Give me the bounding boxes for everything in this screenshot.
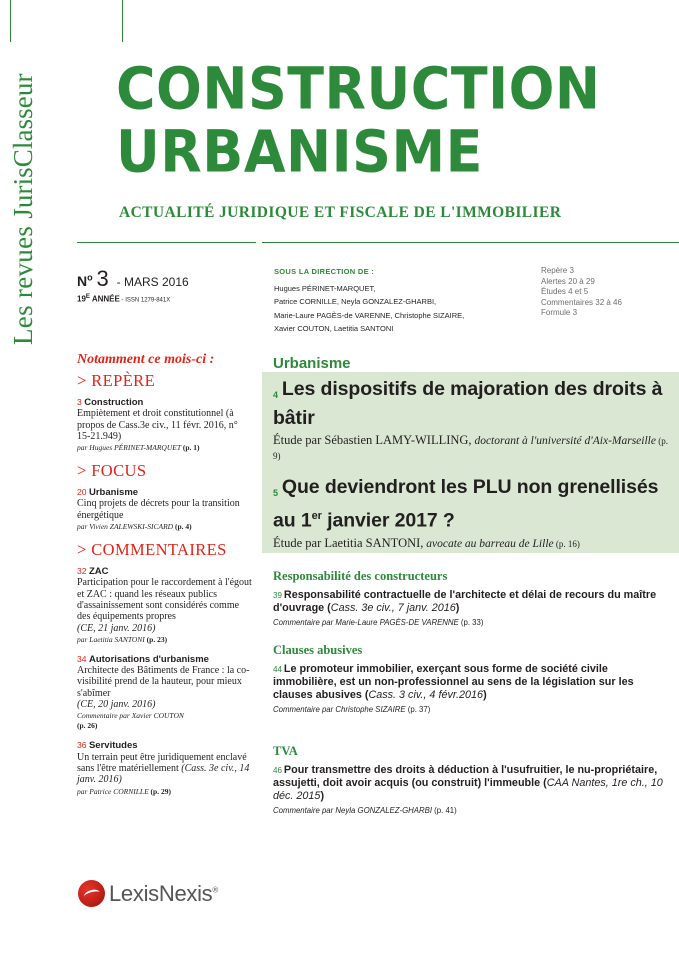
item-text: Architecte des Bâtiments de France : la co-visibilité prend de la hauteur, pour mieux s'abîmer [77,665,250,699]
item-page: 36 [77,740,87,751]
author-page: (p. 29) [148,786,171,796]
year-label: ANNÉE [89,294,120,304]
item-ref: (Cass. 3e civ., 14 janv. 2016) [77,762,250,786]
director-line: Marie-Laure PAGÈS-de VARENNE, Christophe SIZAIRE, [274,310,465,320]
section-category: Clauses abusives [273,643,363,657]
item-ref: (CE, 20 janv. 2016) [77,699,156,711]
article-title-end: ) [483,689,487,701]
item-text: Un terrain peut être juridiquement enclavé sans l'être matériellement [77,751,247,774]
article-title-end: ) [455,602,460,614]
item-text: Cinq projets de décrets pour la transition énergétique [77,498,240,521]
author-name: par Laetitia SANTONI [77,634,145,644]
index-item: Études 4 et 5 [541,287,589,297]
article-page: 44 [273,665,282,674]
lead-headline-end: janvier 2017 ? [321,509,455,532]
item-author [77,635,252,645]
item-ref: (CE, 21 janv. 2016) [77,622,156,634]
author-page: (p. 4) [173,522,192,532]
article-title-text: Pour transmettre des droits à déduction à l'usufruitier, le nu-propriétaire, assujetti, doit avoir acquis (ou construit) l'immeuble ( [273,764,658,789]
index-item: Commentaires 32 à 46 [541,297,622,307]
comment-item [77,654,252,731]
item-text: Empiètement et droit constitutionnel (à propos de Cass.3e civ., 11 févr. 2016, n° 15-21.949) [77,408,238,442]
direction-list [274,282,464,336]
spine-title [8,73,39,345]
byline-author: Étude par Sébastien LAMY-WILLING, [273,433,472,447]
item-text: Participation pour le raccordement à l'égout et ZAC : quand les réseaux publics d'assainissement sont considérés comme des équipements propres [77,577,252,623]
author-name: par Hugues PÉRINET-MARQUET [77,443,182,453]
article-ref: Cass. 3 civ., 4 févr.2016 [368,689,484,701]
spine-brand: JurisClasseur [8,73,38,219]
article-title-end: ) [320,790,325,802]
byline-role: avocate au barreau de Lille [423,537,554,550]
issue-date: - MARS 2016 [116,275,189,289]
issue-no-sup: o [87,272,93,283]
spine-rule [10,0,11,42]
direction-heading: SOUS LA DIRECTION DE : [274,267,375,276]
divider-left [77,242,256,243]
lead-headline: Les dispositifs de majoration des droits à bâtir [273,378,663,429]
section-focus-heading: > FOCUS [77,461,147,481]
author-page: (p. 1) [181,443,200,453]
lead-headline-sup: er [311,510,322,522]
article-section [273,643,668,714]
section-category: TVA [273,744,298,758]
article-comment [273,705,668,714]
director-line: Patrice CORNILLE, Neyla GONZALEZ-GHARBI, [274,297,437,307]
lead-headline: Que deviendront les PLU non grenellisés au 1 [273,476,659,532]
section-comments-heading: > COMMENTAIRES [77,540,227,560]
author-name: par Vivien ZALEWSKI-SICARD [77,522,174,532]
comment-page: (p. 41) [432,806,457,815]
year-sup: E [85,294,90,300]
article-title-text: Le promoteur immobilier, exerçant sous forme de société civile immobilière, est un non-professionnel au sens de la législation sur les clauses abusives ( [273,663,634,701]
item-page: 20 [77,487,87,498]
spine-prefix: Les revues [8,218,38,345]
divider-right [262,242,679,243]
lexisnexis-globe-icon [78,880,105,907]
article-page: 46 [273,766,282,775]
item-author [77,522,252,532]
article-title [273,764,668,803]
item-page: 34 [77,653,87,664]
item-title: Construction [84,397,144,408]
issn: - ISSN 1279-841X [119,297,171,304]
index-item: Repère 3 [541,266,574,275]
comment-author: Commentaire par Marie-Laure PAGÈS-DE VARENNE [273,618,459,627]
item-author [77,711,252,731]
item-title: Urbanisme [88,487,139,499]
lead-article-2 [273,476,668,551]
article-title [273,663,668,702]
comment-item [77,740,252,796]
item-author [77,443,252,453]
article-title [273,589,668,615]
item-title: Autorisations d'urbanisme [88,653,209,665]
issue-no-label: N [77,273,88,289]
comment-item [77,566,252,645]
section-category: Responsabilité des constructeurs [273,569,448,583]
byline-author: Étude par Laetitia SANTONI, [273,535,424,550]
issue-year [77,294,170,304]
registered-mark: ® [212,885,218,895]
article-section [273,569,668,627]
index-item: Formule 3 [541,308,578,318]
item-page: 32 [77,566,87,577]
comment-page: (p. 33) [458,618,484,627]
director-line: Hugues PÉRINET-MARQUET, [274,284,376,293]
topic-heading: Urbanisme [273,355,351,372]
byline-page: (p. 16) [553,538,580,549]
publisher-name [109,881,218,907]
article-ref: Cass. 3e civ., 7 janv. 2016 [330,602,456,614]
article-title-text: Responsabilité contractuelle de l'architecte et délai de recours du maître d'ouvrage ( [273,589,657,614]
lead-byline [273,536,668,551]
publisher-logo [78,880,218,907]
lead-page: 5 [273,488,278,498]
spine [0,0,52,960]
article-comment [273,806,668,815]
item-page: 3 [77,397,82,407]
director-line: Xavier COUTON, Laetitia SANTONI [274,324,394,334]
author-page: (p. 23) [144,634,168,644]
repere-item [77,397,252,453]
masthead-title-line1: CONSTRUCTION [116,54,601,122]
item-title: ZAC [88,566,109,578]
issue-number [77,266,189,292]
author-name: par Patrice CORNILLE [77,786,149,796]
lead-article-1 [273,378,668,463]
focus-item [77,487,252,532]
item-title: Servitudes [88,740,138,752]
article-section [273,744,668,815]
highlights-column [77,352,252,797]
masthead-subtitle: ACTUALITÉ JURIDIQUE ET FISCALE DE L'IMMOBILIER [119,204,562,221]
masthead-title-line2: URBANISME [116,117,483,185]
author-page: (p. 26) [77,721,98,731]
comment-author: Commentaire par Christophe SIZAIRE [273,705,406,714]
highlights-intro: Notamment ce mois-ci : [77,352,215,367]
author-name: Commentaire par Xavier COUTON [77,711,184,721]
byline-role: doctorant à l'université d'Aix-Marseille [471,435,656,447]
year-number: 19 [77,294,86,304]
contents-index [541,266,622,319]
article-page: 39 [273,591,282,600]
publisher-wordmark: LexisNexis [109,880,213,906]
comment-author: Commentaire par Neyla GONZALEZ-GHARBI [273,806,433,815]
article-ref: CAA Nantes, 1re ch., 10 déc. 2015 [273,777,663,802]
article-comment [273,618,668,627]
byline-page: (p. 9) [273,436,668,461]
lead-page: 4 [273,390,278,400]
item-author [77,787,252,797]
section-repere-heading: > REPÈRE [77,371,156,390]
lead-byline [273,433,668,463]
index-item: Alertes 20 à 29 [541,276,595,286]
comment-page: (p. 37) [405,705,431,714]
top-rule [122,0,123,42]
issue-num: 3 [96,266,109,291]
